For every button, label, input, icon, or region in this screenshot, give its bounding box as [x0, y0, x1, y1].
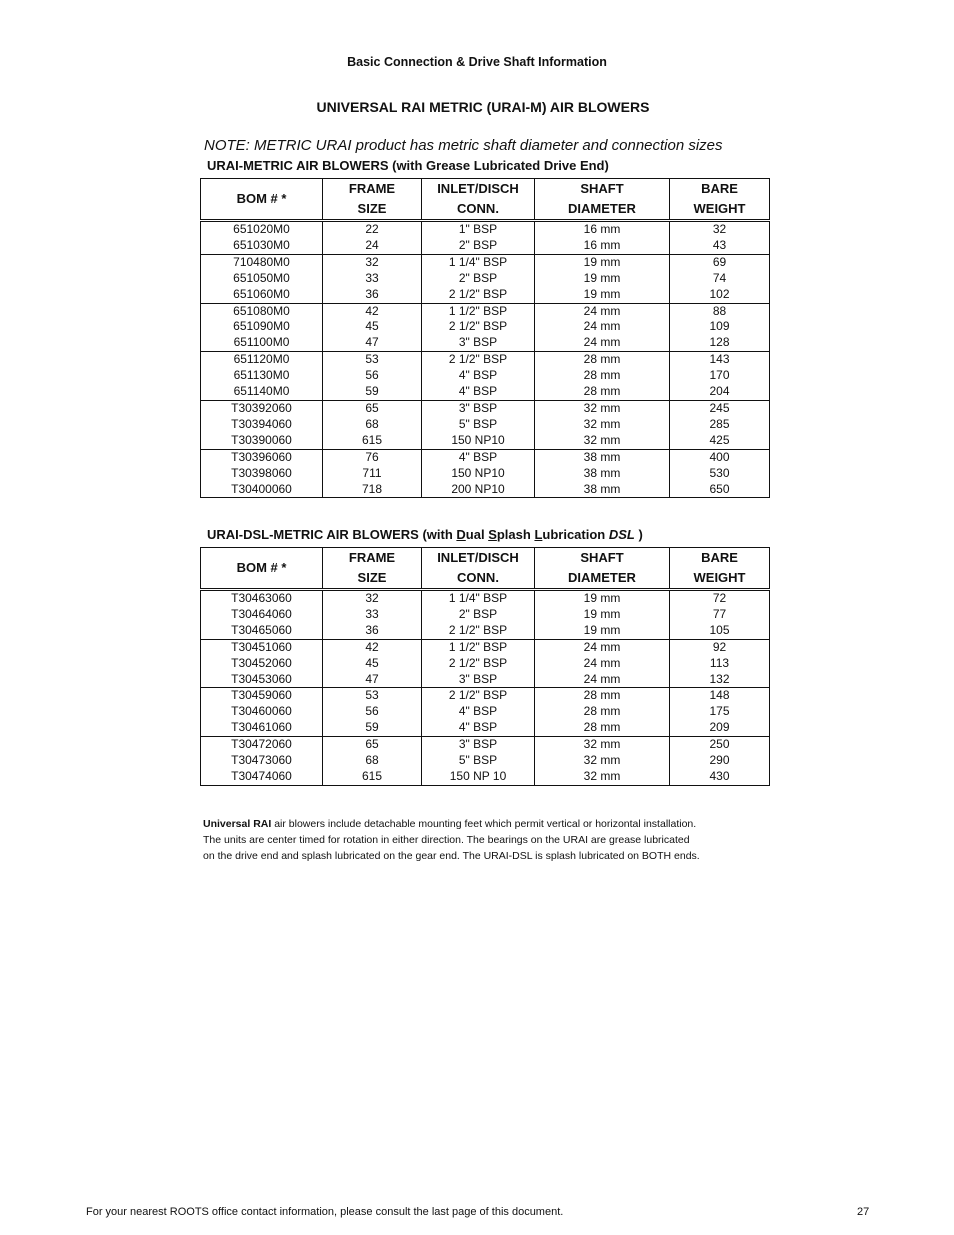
cell-bare-weight: 650 — [670, 482, 770, 498]
cell-bare-weight: 250 — [670, 737, 770, 753]
cell-frame-size: 42 — [323, 639, 422, 655]
cell-bare-weight: 290 — [670, 753, 770, 769]
cell-bare-weight: 69 — [670, 254, 770, 270]
cell-frame-size: 24 — [323, 238, 422, 254]
cell-frame-size: 33 — [323, 271, 422, 287]
col-header-weight: BARE — [670, 179, 770, 200]
cell-inlet-disch: 1 1/2" BSP — [422, 303, 535, 319]
cell-inlet-disch: 2 1/2" BSP — [422, 623, 535, 639]
cell-shaft-diameter: 28 mm — [535, 352, 670, 368]
cell-inlet-disch: 3" BSP — [422, 335, 535, 351]
table-row — [201, 303, 770, 319]
paragraph-line-3: on the drive end and splash lubricated on the gear end. The URAI-DSL is splash lubricated on BOTH ends. — [203, 850, 700, 862]
cell-inlet-disch: 1 1/4" BSP — [422, 254, 535, 270]
caption-text: ubrication — [542, 527, 609, 542]
cell-bare-weight: 102 — [670, 287, 770, 303]
cell-bom: T30459060 — [201, 688, 323, 704]
cell-shaft-diameter: 28 mm — [535, 368, 670, 384]
col-header-bom: BOM # * — [201, 179, 323, 221]
cell-inlet-disch: 2" BSP — [422, 238, 535, 254]
cell-bom: T30394060 — [201, 417, 323, 433]
table-row — [201, 271, 770, 287]
cell-shaft-diameter: 16 mm — [535, 238, 670, 254]
col-header-frame: FRAME — [323, 548, 422, 569]
cell-bom: 651130M0 — [201, 368, 323, 384]
footer-text: For your nearest ROOTS office contact information, please consult the last page of this document. — [86, 1206, 564, 1218]
cell-inlet-disch: 2 1/2" BSP — [422, 656, 535, 672]
cell-bom: 651050M0 — [201, 271, 323, 287]
cell-inlet-disch: 1" BSP — [422, 221, 535, 238]
cell-bom: 651030M0 — [201, 238, 323, 254]
cell-frame-size: 615 — [323, 769, 422, 785]
cell-inlet-disch: 200 NP10 — [422, 482, 535, 498]
urai-dsl-metric-table-body — [201, 590, 770, 786]
cell-shaft-diameter: 24 mm — [535, 303, 670, 319]
cell-inlet-disch: 2 1/2" BSP — [422, 688, 535, 704]
cell-shaft-diameter: 16 mm — [535, 221, 670, 238]
cell-shaft-diameter: 19 mm — [535, 271, 670, 287]
cell-inlet-disch: 2" BSP — [422, 607, 535, 623]
cell-shaft-diameter: 32 mm — [535, 737, 670, 753]
cell-frame-size: 36 — [323, 287, 422, 303]
cell-inlet-disch: 4" BSP — [422, 384, 535, 400]
caption-text: URAI-DSL-METRIC AIR BLOWERS (with — [207, 527, 457, 542]
cell-inlet-disch: 2 1/2" BSP — [422, 319, 535, 335]
cell-bare-weight: 245 — [670, 400, 770, 416]
table-row — [201, 656, 770, 672]
col-header-weight-2: WEIGHT — [670, 568, 770, 590]
cell-bare-weight: 77 — [670, 607, 770, 623]
cell-bom: 710480M0 — [201, 254, 323, 270]
cell-bom: T30474060 — [201, 769, 323, 785]
caption-text: ual — [465, 527, 489, 542]
cell-bom: T30452060 — [201, 656, 323, 672]
urai-metric-table-body — [201, 221, 770, 498]
col-header-shaft: SHAFT — [535, 548, 670, 569]
cell-frame-size: 56 — [323, 704, 422, 720]
cell-frame-size: 32 — [323, 590, 422, 607]
cell-frame-size: 56 — [323, 368, 422, 384]
cell-inlet-disch: 5" BSP — [422, 417, 535, 433]
cell-inlet-disch: 2 1/2" BSP — [422, 287, 535, 303]
cell-inlet-disch: 3" BSP — [422, 672, 535, 688]
cell-frame-size: 32 — [323, 254, 422, 270]
cell-shaft-diameter: 28 mm — [535, 704, 670, 720]
caption-italic-dsl: DSL — [608, 527, 635, 542]
cell-bom: 651100M0 — [201, 335, 323, 351]
cell-shaft-diameter: 28 mm — [535, 384, 670, 400]
cell-bom: T30465060 — [201, 623, 323, 639]
table-row — [201, 672, 770, 688]
cell-inlet-disch: 3" BSP — [422, 737, 535, 753]
cell-shaft-diameter: 24 mm — [535, 335, 670, 351]
cell-shaft-diameter: 19 mm — [535, 590, 670, 607]
caption-underlined-letter: L — [534, 527, 543, 542]
table-row — [201, 769, 770, 785]
cell-frame-size: 65 — [323, 737, 422, 753]
cell-shaft-diameter: 19 mm — [535, 287, 670, 303]
urai-dsl-metric-table — [200, 547, 770, 786]
cell-shaft-diameter: 19 mm — [535, 254, 670, 270]
cell-bare-weight: 143 — [670, 352, 770, 368]
paragraph-bold-lead: Universal RAI — [203, 818, 272, 830]
cell-shaft-diameter: 32 mm — [535, 433, 670, 449]
cell-bare-weight: 175 — [670, 704, 770, 720]
col-header-inlet: INLET/DISCH — [422, 548, 535, 569]
table-row — [201, 433, 770, 449]
cell-frame-size: 53 — [323, 352, 422, 368]
cell-bare-weight: 109 — [670, 319, 770, 335]
cell-bom: T30400060 — [201, 482, 323, 498]
table2-caption — [207, 527, 643, 542]
cell-frame-size: 615 — [323, 433, 422, 449]
col-header-weight: BARE — [670, 548, 770, 569]
cell-shaft-diameter: 28 mm — [535, 688, 670, 704]
cell-frame-size: 22 — [323, 221, 422, 238]
cell-shaft-diameter: 28 mm — [535, 720, 670, 736]
cell-shaft-diameter: 24 mm — [535, 319, 670, 335]
table-row — [201, 352, 770, 368]
cell-bare-weight: 204 — [670, 384, 770, 400]
cell-bare-weight: 209 — [670, 720, 770, 736]
cell-shaft-diameter: 24 mm — [535, 672, 670, 688]
cell-bare-weight: 148 — [670, 688, 770, 704]
table1-caption: URAI-METRIC AIR BLOWERS (with Grease Lubricated Drive End) — [207, 158, 609, 173]
cell-shaft-diameter: 38 mm — [535, 449, 670, 465]
cell-inlet-disch: 150 NP10 — [422, 433, 535, 449]
cell-shaft-diameter: 32 mm — [535, 769, 670, 785]
cell-frame-size: 59 — [323, 384, 422, 400]
cell-inlet-disch: 150 NP10 — [422, 466, 535, 482]
cell-frame-size: 53 — [323, 688, 422, 704]
cell-shaft-diameter: 24 mm — [535, 656, 670, 672]
cell-bom: T30453060 — [201, 672, 323, 688]
cell-inlet-disch: 1 1/4" BSP — [422, 590, 535, 607]
cell-bom: 651020M0 — [201, 221, 323, 238]
cell-bare-weight: 92 — [670, 639, 770, 655]
table-row — [201, 368, 770, 384]
cell-inlet-disch: 4" BSP — [422, 449, 535, 465]
cell-bom: T30460060 — [201, 704, 323, 720]
col-header-frame-2: SIZE — [323, 199, 422, 221]
cell-bom: 651060M0 — [201, 287, 323, 303]
cell-bom: 651120M0 — [201, 352, 323, 368]
table-row — [201, 238, 770, 254]
table-row — [201, 400, 770, 416]
cell-inlet-disch: 4" BSP — [422, 720, 535, 736]
cell-bom: 651080M0 — [201, 303, 323, 319]
caption-underlined-letter: S — [488, 527, 497, 542]
table-row — [201, 335, 770, 351]
cell-frame-size: 65 — [323, 400, 422, 416]
cell-bare-weight: 132 — [670, 672, 770, 688]
page-number: 27 — [857, 1206, 870, 1218]
paragraph-line-1-text: air blowers include detachable mounting feet which permit vertical or horizontal installation. — [271, 818, 697, 830]
table-row — [201, 482, 770, 498]
cell-frame-size: 42 — [323, 303, 422, 319]
cell-frame-size: 47 — [323, 672, 422, 688]
cell-bare-weight: 400 — [670, 449, 770, 465]
table-row — [201, 704, 770, 720]
cell-bom: T30473060 — [201, 753, 323, 769]
cell-bare-weight: 88 — [670, 303, 770, 319]
cell-inlet-disch: 5" BSP — [422, 753, 535, 769]
table-row — [201, 254, 770, 270]
cell-frame-size: 711 — [323, 466, 422, 482]
table-row — [201, 384, 770, 400]
table-row — [201, 753, 770, 769]
cell-bare-weight: 285 — [670, 417, 770, 433]
caption-underlined-letter: D — [456, 527, 466, 542]
col-header-inlet-2: CONN. — [422, 568, 535, 590]
cell-bare-weight: 430 — [670, 769, 770, 785]
cell-bare-weight: 530 — [670, 466, 770, 482]
cell-bom: T30390060 — [201, 433, 323, 449]
page-title: UNIVERSAL RAI METRIC (URAI-M) AIR BLOWERS — [316, 99, 650, 115]
table-row — [201, 688, 770, 704]
cell-frame-size: 45 — [323, 656, 422, 672]
cell-shaft-diameter: 32 mm — [535, 753, 670, 769]
table-row — [201, 590, 770, 607]
table-row — [201, 607, 770, 623]
urai-metric-table — [200, 178, 770, 498]
col-header-shaft: SHAFT — [535, 179, 670, 200]
table-row — [201, 720, 770, 736]
cell-shaft-diameter: 24 mm — [535, 639, 670, 655]
cell-inlet-disch: 4" BSP — [422, 704, 535, 720]
col-header-inlet-2: CONN. — [422, 199, 535, 221]
cell-frame-size: 36 — [323, 623, 422, 639]
cell-bom: T30463060 — [201, 590, 323, 607]
cell-bare-weight: 43 — [670, 238, 770, 254]
paragraph-line-1 — [203, 816, 763, 832]
col-header-frame: FRAME — [323, 179, 422, 200]
cell-shaft-diameter: 38 mm — [535, 466, 670, 482]
cell-frame-size: 76 — [323, 449, 422, 465]
cell-bare-weight: 113 — [670, 656, 770, 672]
cell-bare-weight: 72 — [670, 590, 770, 607]
cell-bom: 651090M0 — [201, 319, 323, 335]
table-row — [201, 417, 770, 433]
cell-inlet-disch: 4" BSP — [422, 368, 535, 384]
col-header-bom: BOM # * — [201, 548, 323, 590]
cell-inlet-disch: 2" BSP — [422, 271, 535, 287]
cell-bom: T30396060 — [201, 449, 323, 465]
cell-shaft-diameter: 19 mm — [535, 623, 670, 639]
cell-shaft-diameter: 38 mm — [535, 482, 670, 498]
cell-shaft-diameter: 19 mm — [535, 607, 670, 623]
table-row — [201, 319, 770, 335]
installation-paragraph — [203, 816, 763, 864]
cell-bom: T30451060 — [201, 639, 323, 655]
table-row — [201, 287, 770, 303]
cell-bom: 651140M0 — [201, 384, 323, 400]
col-header-inlet: INLET/DISCH — [422, 179, 535, 200]
cell-bare-weight: 105 — [670, 623, 770, 639]
cell-frame-size: 68 — [323, 417, 422, 433]
cell-bom: T30472060 — [201, 737, 323, 753]
table-row — [201, 623, 770, 639]
cell-frame-size: 47 — [323, 335, 422, 351]
cell-frame-size: 33 — [323, 607, 422, 623]
cell-bare-weight: 74 — [670, 271, 770, 287]
cell-shaft-diameter: 32 mm — [535, 417, 670, 433]
cell-bare-weight: 128 — [670, 335, 770, 351]
col-header-frame-2: SIZE — [323, 568, 422, 590]
cell-inlet-disch: 1 1/2" BSP — [422, 639, 535, 655]
paragraph-line-2: The units are center timed for rotation in either direction. The bearings on the URAI are grease lubricated — [203, 834, 690, 846]
col-header-shaft-2: DIAMETER — [535, 199, 670, 221]
caption-text: ) — [634, 527, 643, 542]
cell-frame-size: 59 — [323, 720, 422, 736]
cell-bom: T30392060 — [201, 400, 323, 416]
cell-frame-size: 45 — [323, 319, 422, 335]
caption-text: plash — [496, 527, 535, 542]
cell-frame-size: 718 — [323, 482, 422, 498]
cell-inlet-disch: 2 1/2" BSP — [422, 352, 535, 368]
table-row — [201, 221, 770, 238]
col-header-shaft-2: DIAMETER — [535, 568, 670, 590]
cell-inlet-disch: 3" BSP — [422, 400, 535, 416]
cell-bare-weight: 425 — [670, 433, 770, 449]
cell-bom: T30464060 — [201, 607, 323, 623]
metric-note: NOTE: METRIC URAI product has metric shaft diameter and connection sizes — [204, 137, 723, 154]
col-header-weight-2: WEIGHT — [670, 199, 770, 221]
cell-shaft-diameter: 32 mm — [535, 400, 670, 416]
cell-bare-weight: 32 — [670, 221, 770, 238]
cell-inlet-disch: 150 NP 10 — [422, 769, 535, 785]
table-row — [201, 639, 770, 655]
cell-bom: T30461060 — [201, 720, 323, 736]
table-row — [201, 737, 770, 753]
table-row — [201, 449, 770, 465]
cell-bare-weight: 170 — [670, 368, 770, 384]
table-row — [201, 466, 770, 482]
cell-frame-size: 68 — [323, 753, 422, 769]
cell-bom: T30398060 — [201, 466, 323, 482]
page-header: Basic Connection & Drive Shaft Information — [347, 55, 607, 69]
